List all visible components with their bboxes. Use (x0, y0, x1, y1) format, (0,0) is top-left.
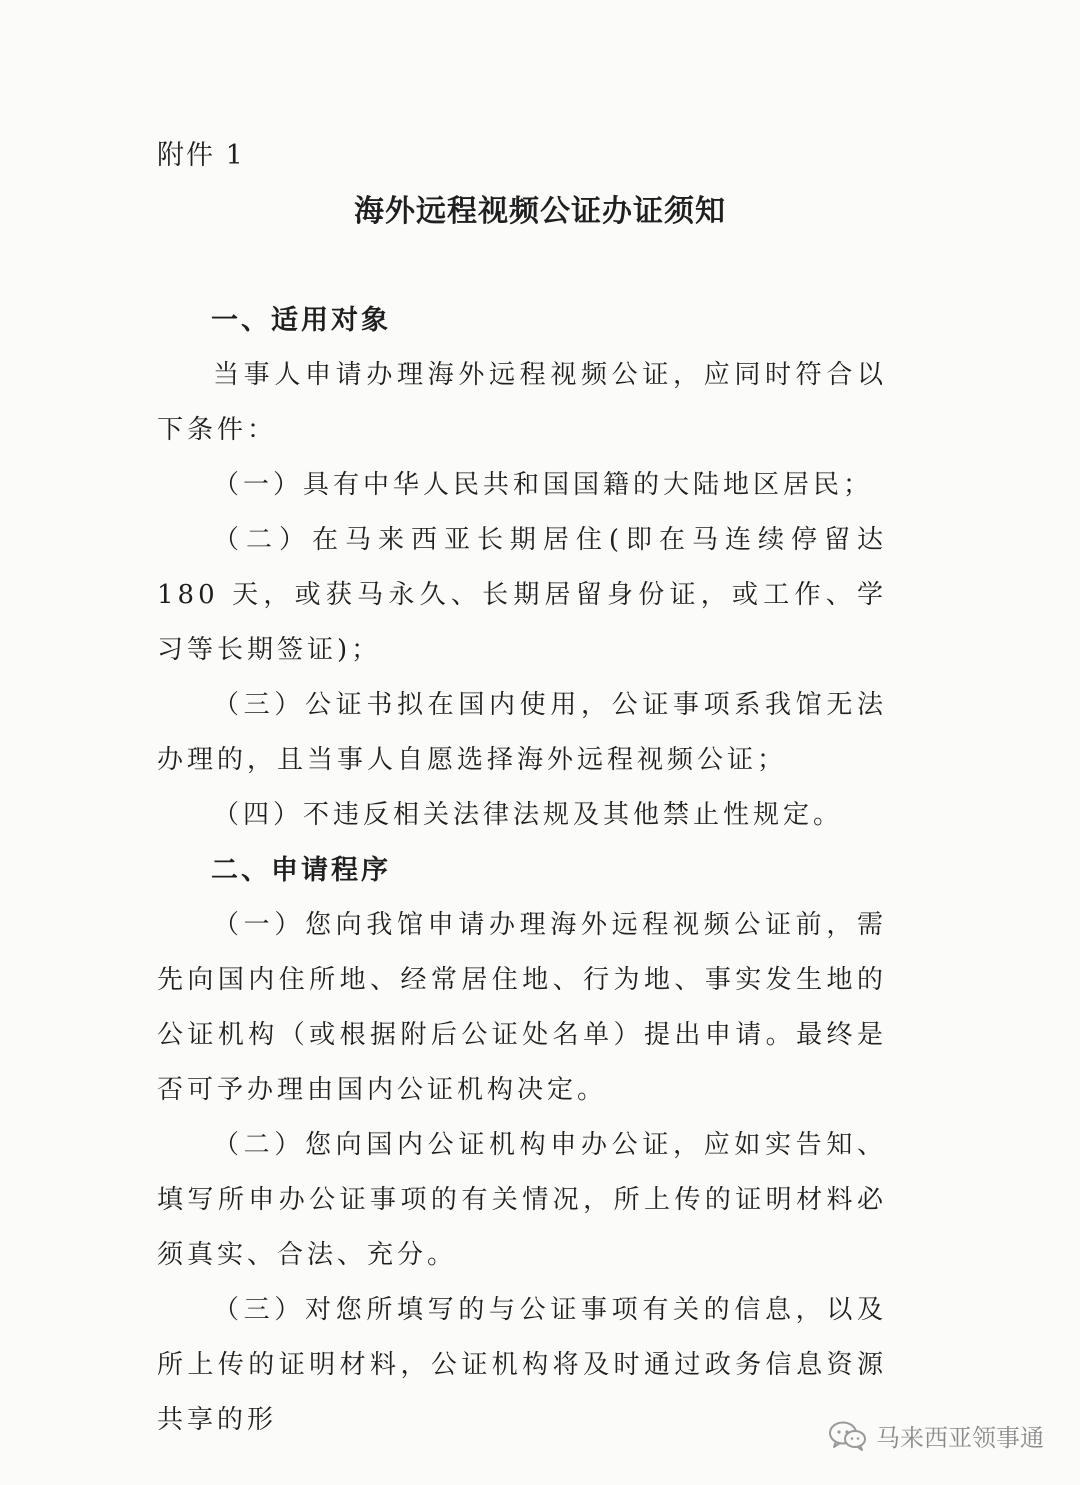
paragraph: （二）您向国内公证机构申办公证，应如实告知、填写所申办公证事项的有关情况，所上传的证明材料必须真实、合法、充分。 (157, 1130, 887, 1270)
paragraph: （二）在马来西亚长期居住(即在马连续停留达 180 天，或获马永久、长期居留身份证，或工作、学习等长期签证)； (157, 525, 887, 665)
watermark-text: 马来西亚领事通 (876, 1424, 1044, 1452)
section-heading-application-procedure: 二、申请程序 (211, 855, 391, 886)
paragraph: （一）具有中华人民共和国国籍的大陆地区居民； (213, 470, 874, 500)
paragraph: 当事人申请办理海外远程视频公证，应同时符合以下条件： (157, 360, 887, 445)
paragraph: （一）您向我馆申请办理海外远程视频公证前，需先向国内住所地、经常居住地、行为地、事实发生地的公证机构（或根据附后公证处名单）提出申请。最终是否可予办理由国内公证机构决定。 (157, 910, 887, 1105)
wechat-icon (828, 1420, 868, 1452)
document-body (157, 293, 887, 1448)
document-title: 海外远程视频公证办证须知 (354, 194, 726, 229)
paragraph: （四）不违反相关法律法规及其他禁止性规定。 (213, 800, 844, 830)
attachment-label: 附件 1 (157, 140, 245, 171)
paragraph: （三）公证书拟在国内使用，公证事项系我馆无法办理的，且当事人自愿选择海外远程视频公证； (157, 690, 887, 775)
wechat-watermark (828, 1418, 1044, 1453)
section-heading-applicable-persons: 一、适用对象 (211, 305, 391, 336)
paragraph: （三）对您所填写的与公证事项有关的信息，以及所上传的证明材料，公证机构将及时通过政务信息资源共享的形 (157, 1295, 887, 1435)
